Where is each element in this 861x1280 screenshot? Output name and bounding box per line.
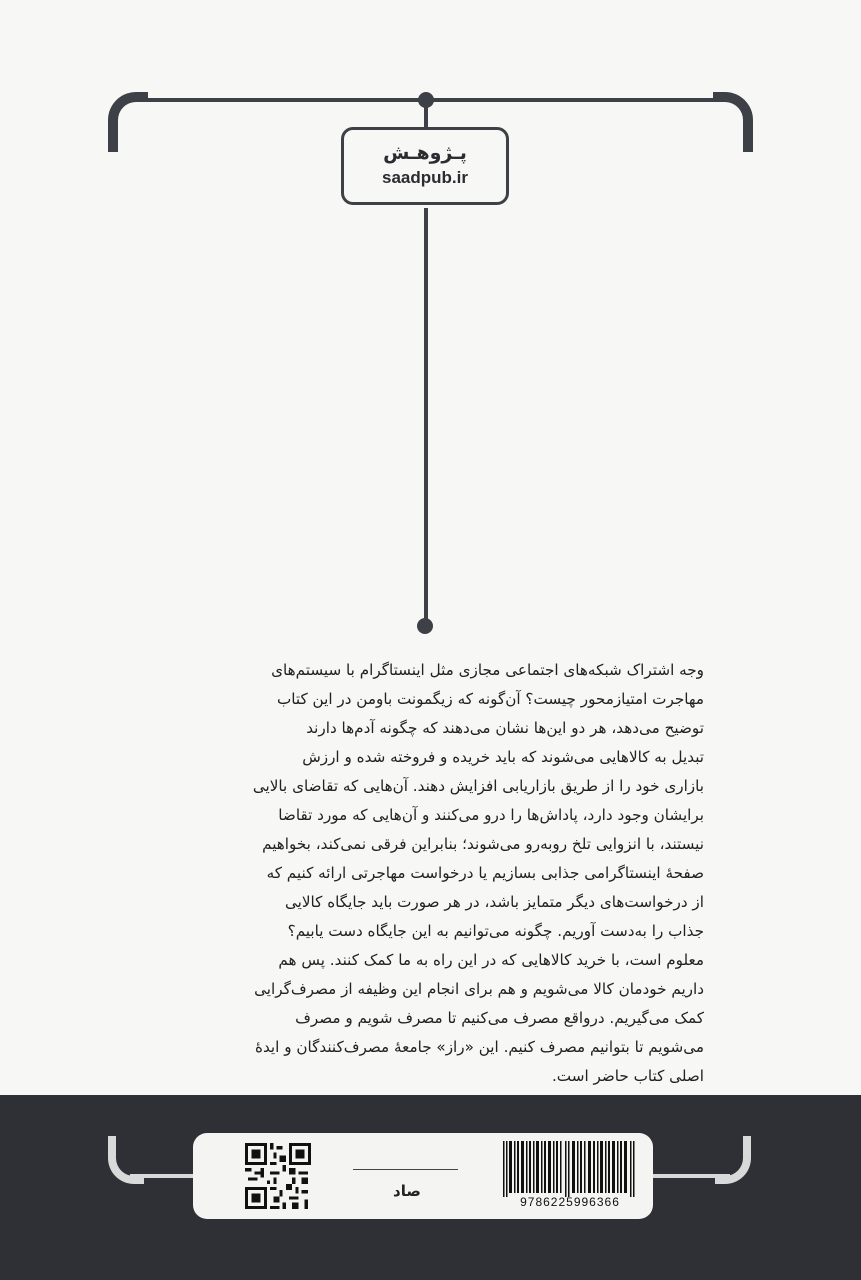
- blurb-line: کمک می‌گیریم. درواقع مصرف می‌کنیم تا مصرف شویم و مصرف: [295, 1009, 704, 1027]
- publisher-box: [341, 127, 509, 205]
- top-left-bracket: [108, 92, 148, 152]
- blurb-line: تبدیل به کالاهایی می‌شوند که باید خریده و فروخته شده و ارزش: [302, 748, 704, 766]
- vertical-stem: [424, 208, 428, 622]
- blurb-line: وجه اشتراک شبکه‌های اجتماعی مجازی مثل اینستاگرام با سیستم‌های: [271, 661, 704, 679]
- blurb-line: توضیح می‌دهد، هر دو این‌ها نشان می‌دهند که چگونه آدم‌ها دارند: [306, 719, 704, 737]
- upper-stem: [424, 100, 428, 128]
- blurb-line: برایشان وجود دارد، پاداش‌ها را درو می‌کنند و آن‌هایی که مورد تقاضا: [278, 806, 704, 824]
- blurb-line: معلوم است، با خرید کالاهایی که در این راه به ما کمک کنند. پس هم: [278, 951, 704, 969]
- back-cover-blurb: [158, 656, 704, 1091]
- blurb-line: جذاب را به‌دست آوریم. چگونه می‌توانیم به این جایگاه دست یابیم؟: [287, 922, 704, 940]
- blurb-line: نیستند، با انزوایی تلخ روبه‌رو می‌شوند؛ بنابراین فرقی نمی‌کند، بخواهیم: [262, 835, 704, 853]
- isbn-number: 9786225996366: [520, 1195, 620, 1209]
- blurb-line: مهاجرت امتیازمحور چیست؟ آن‌گونه که زیگمونت باومن در این کتاب: [276, 690, 704, 708]
- blurb-line: داریم خودمان کالا می‌شویم و هم برای انجام این وظیفه از مصرف‌گرایی: [254, 980, 704, 998]
- qr-code-icon: [245, 1143, 311, 1209]
- publisher-website: saadpub.ir: [382, 168, 468, 187]
- blurb-line: اصلی کتاب حاضر است.: [551, 1067, 704, 1085]
- label-publisher-name: صاد: [393, 1182, 421, 1200]
- blurb-line: می‌شویم تا بتوانیم مصرف کنیم. این «راز» جامعهٔ مصرف‌کنندگان و ایدهٔ: [254, 1038, 704, 1056]
- top-right-bracket: [713, 92, 753, 152]
- publisher-name-rule: [353, 1169, 458, 1170]
- isbn-label: [193, 1133, 653, 1219]
- blurb-line: صفحهٔ اینستاگرامی جذابی بسازیم یا درخواست مهاجرتی ارائه کنیم که: [266, 864, 704, 882]
- publisher-name: پـژوهـش: [383, 142, 467, 164]
- bottom-junction-dot: [417, 618, 433, 634]
- barcode-icon: [503, 1141, 637, 1197]
- blurb-line: از درخواست‌های دیگر متمایز باشد، در هر صورت باید جایگاه کالایی: [284, 893, 704, 911]
- blurb-line: بازاری خود را از طریق بازاریابی افزایش دهند. آن‌هایی که تقاضای بالایی: [252, 777, 704, 795]
